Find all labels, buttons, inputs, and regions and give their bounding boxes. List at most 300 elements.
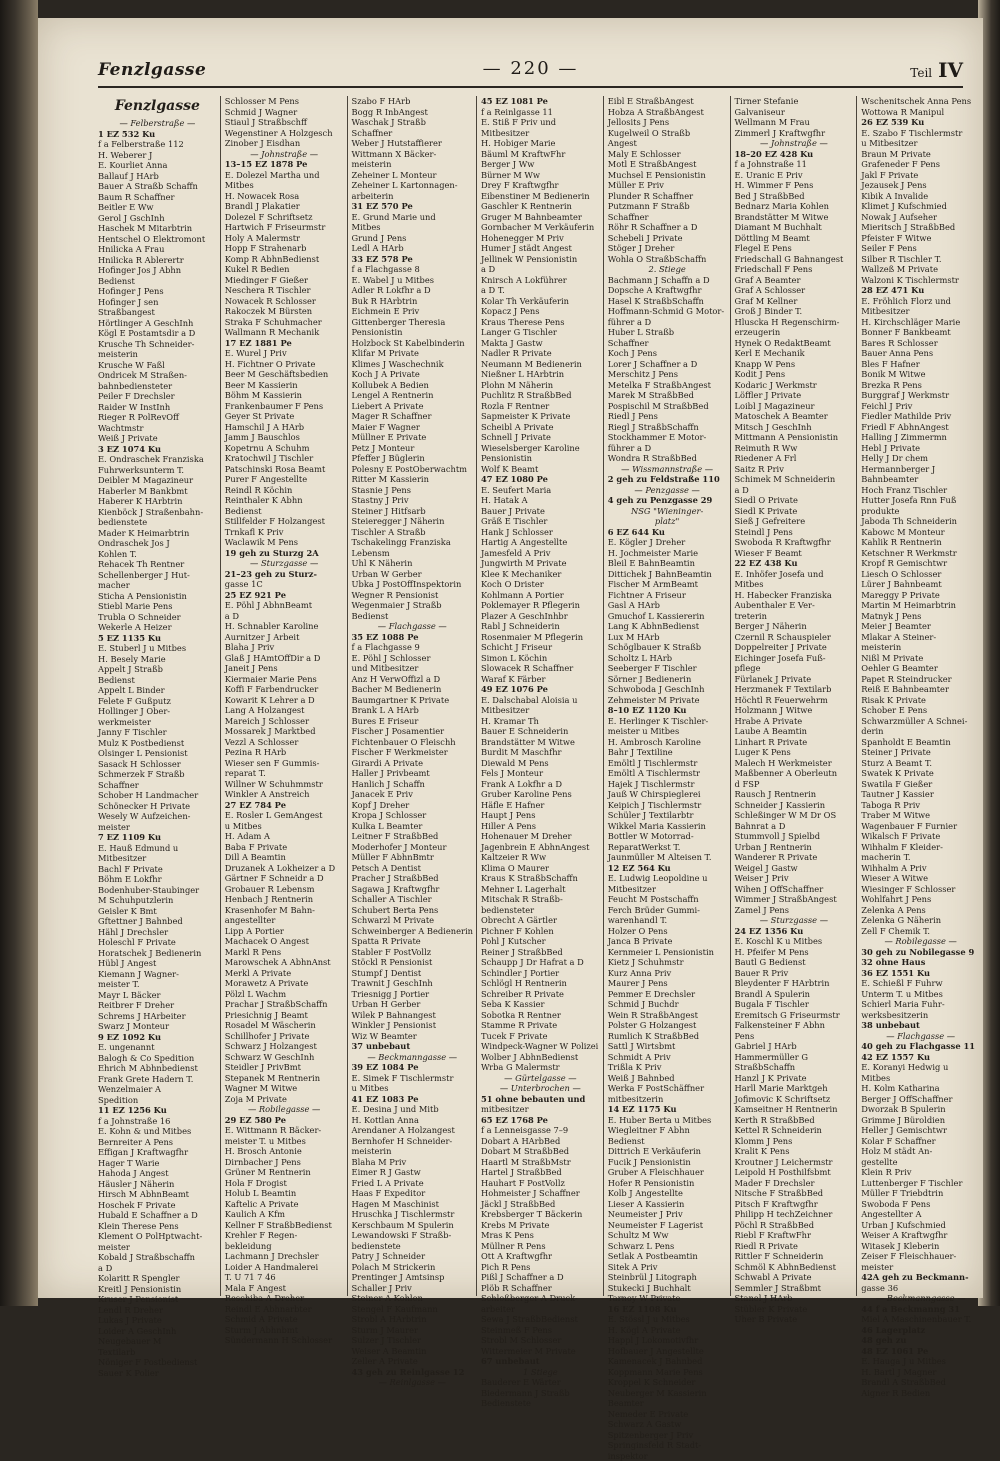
resident-entry: Wikalsch F Private: [861, 831, 980, 842]
resident-entry: Bedienst: [225, 506, 344, 517]
resident-entry: Stukecki J Buchhalt: [608, 1283, 727, 1294]
resident-entry: Holzbock St Kabelbinderin: [352, 338, 473, 349]
resident-entry: Waschak J Straßb: [352, 117, 473, 128]
house-number-entry: 6 EZ 644 Ku: [608, 527, 727, 538]
resident-entry: bedienstete: [352, 1241, 473, 1252]
resident-entry: Schlögl H Rentnerin: [481, 978, 600, 989]
resident-entry: Bed J StraßbBed: [735, 191, 854, 202]
resident-entry: Seeberger F Tischler: [608, 663, 727, 674]
resident-entry: macherin T.: [861, 852, 980, 863]
resident-entry: Ondricek M Straßen-: [98, 370, 217, 381]
resident-entry: Wieser sen F Gummis-: [225, 758, 344, 769]
resident-entry: Stiaul J Straßbschff: [225, 117, 344, 128]
resident-entry: Kratochwil J Tischler: [225, 453, 344, 464]
resident-entry: Wegner R Pensionist: [352, 590, 473, 601]
resident-entry: Eibenstiner M Bedienerin: [481, 191, 600, 202]
house-number-entry: 32 ohne Haus: [861, 957, 980, 968]
resident-entry: Frank Grete Hadern T.: [98, 1074, 217, 1085]
resident-entry: Hager T Warie: [98, 1158, 217, 1169]
resident-entry: Klee K Mechaniker: [481, 569, 600, 580]
resident-entry: E. Herlinger K Tischler-: [608, 716, 727, 727]
resident-entry: Deibler M Magazineur: [98, 475, 217, 486]
resident-entry: Pracher J StraßbBed: [352, 873, 473, 884]
resident-entry: Schwoboda J GeschInh: [608, 684, 727, 695]
resident-entry: Klimet J Kufschmied: [861, 201, 980, 212]
resident-entry: Mittmann A Pensionistin: [735, 432, 854, 443]
resident-entry: Bonik M Witwe: [861, 369, 980, 380]
resident-entry: Hartig A Angestellte: [481, 537, 600, 548]
resident-entry: Bauer Anna Pens: [861, 348, 980, 359]
resident-entry: Pemmer E Drechsler: [608, 989, 727, 1000]
resident-entry: Janny F Tischler: [98, 727, 217, 738]
resident-entry: Windpeck-Wagner W Polizei: [481, 1041, 600, 1052]
resident-entry: Sagawa J Kraftwgfhr: [352, 884, 473, 895]
resident-entry: und Mitbesitzer: [352, 663, 473, 674]
resident-entry: Klima O Maurer: [481, 863, 600, 874]
resident-entry: Koch O Drister: [481, 579, 600, 590]
resident-entry: Berger J Ww: [481, 159, 600, 170]
resident-entry: Malech H Werkmeister: [735, 758, 854, 769]
resident-entry: Sticha A Pensionistin: [98, 591, 217, 602]
resident-entry: E. Wittmann R Bäcker-: [225, 1125, 344, 1136]
resident-entry: Kietz J Schuhmstr: [608, 957, 727, 968]
house-number-entry: 13–15 EZ 1878 Pe: [225, 159, 344, 170]
resident-entry: Schmöl K AbhnBedienst: [735, 1262, 854, 1273]
resident-entry: Hagen M Maschinist: [352, 1199, 473, 1210]
resident-entry: Mitbesitzer: [98, 853, 217, 864]
resident-entry: Krebs M Private: [481, 1220, 600, 1231]
resident-entry: Wottowa R Manipul: [861, 107, 980, 118]
resident-entry: Pöchl R StraßbBed: [735, 1220, 854, 1231]
resident-entry: E. Kögler J Dreher: [608, 537, 727, 548]
resident-entry: Kaftelic A Private: [225, 1199, 344, 1210]
resident-entry: Bogg R InbAngest: [352, 107, 473, 118]
resident-entry: Wiz W Beamter: [352, 1031, 473, 1042]
resident-entry: Zelenka A Pens: [861, 905, 980, 916]
house-number-entry: 27 EZ 784 Pe: [225, 800, 344, 811]
resident-entry: Aubenthaler E Ver-: [735, 600, 854, 611]
resident-entry: Spanholdt E Beamtin: [861, 737, 980, 748]
resident-entry: Hobza A StraßbAngest: [608, 107, 727, 118]
resident-entry: Beer M Geschäftsbedien: [225, 369, 344, 380]
resident-entry: Eremitsch G Friseurmstr: [735, 1010, 854, 1021]
resident-entry: E. Stiß F Priv und: [481, 117, 600, 128]
resident-entry: Bares R Schlosser: [861, 338, 980, 349]
resident-entry: Weiser J Priv: [735, 873, 854, 884]
resident-entry: Risak K Private: [861, 695, 980, 706]
resident-entry: E. Fröhlich Florz und: [861, 296, 980, 307]
resident-entry: macher: [98, 580, 217, 591]
resident-entry: Mitbesitzer: [481, 705, 600, 716]
resident-entry: Schaller J Priv: [352, 1283, 473, 1294]
resident-entry: f a Johnstraße 16: [98, 1116, 217, 1127]
resident-entry: Berger J Näherin: [735, 621, 854, 632]
resident-entry: Komp R AbhnBedienst: [225, 254, 344, 265]
resident-entry: Kopetrnu A Schuhm: [225, 443, 344, 454]
resident-entry: Zeheiner L Monteur: [352, 170, 473, 181]
resident-entry: Bachl F Private: [98, 864, 217, 875]
resident-entry: Koch J A Private: [352, 369, 473, 380]
resident-entry: E. Schießl F Fuhrw: [861, 978, 980, 989]
resident-entry: Puchlitz R StraßbBed: [481, 390, 600, 401]
resident-entry: Kolaritt R Spengler: [98, 1273, 217, 1284]
resident-entry: Steiner J Private: [861, 747, 980, 758]
cross-street-note: — Flachgasse —: [352, 621, 473, 632]
resident-entry: Zeller A Private: [352, 1356, 473, 1367]
resident-entry: Lewandowski F Straßb-: [352, 1230, 473, 1241]
resident-entry: Hanzl J K Private: [735, 1073, 854, 1084]
resident-entry: Weiß J Bahnbed: [608, 1073, 727, 1084]
house-number-entry: 48 geh zu: [861, 1335, 980, 1346]
house-number-entry: 48 EZ 1061 Pe: [861, 1346, 980, 1357]
resident-entry: Mitbesitzer: [861, 306, 980, 317]
resident-entry: Kodit J Pens: [735, 369, 854, 380]
resident-entry: Moderhofer J Monteur: [352, 842, 473, 853]
resident-entry: Riedener A Frl: [735, 453, 854, 464]
resident-entry: Effigan J Kraftwagfhr: [98, 1147, 217, 1158]
resident-entry: Wrba G Malermstr: [481, 1062, 600, 1073]
page-number: — 220 —: [483, 58, 579, 79]
column-5: [603, 96, 730, 1296]
resident-entry: Hoschek F Private: [98, 1200, 217, 1211]
house-number-entry: 12 EZ 564 Ku: [608, 863, 727, 874]
resident-entry: Zamel J Pens: [735, 905, 854, 916]
resident-entry: Pfeister F Witwe: [861, 233, 980, 244]
resident-entry: Schebeli J Private: [608, 233, 727, 244]
resident-entry: Walzoni K Tischlermstr: [861, 275, 980, 286]
resident-entry: Fischer M ArmBeamt: [608, 579, 727, 590]
resident-entry: Grobauer R Lebensm: [225, 884, 344, 895]
resident-entry: Sulzer J Tischler: [352, 1335, 473, 1346]
resident-entry: H. Weberer J: [98, 150, 217, 161]
resident-entry: Wieser F Beamt: [735, 548, 854, 559]
resident-entry: Schwarz W GeschInh: [225, 1052, 344, 1063]
resident-entry: Wekerle A Heizer: [98, 622, 217, 633]
resident-entry: Mitbesitzer: [481, 128, 600, 139]
resident-entry: Hofinger J sen: [98, 297, 217, 308]
resident-entry: Zell F Chemik T.: [861, 926, 980, 937]
page-header: [98, 58, 963, 88]
resident-entry: Mitbes: [225, 180, 344, 191]
resident-entry: Feichl J Priv: [861, 401, 980, 412]
resident-entry: Mader F Drechsler: [735, 1178, 854, 1189]
resident-entry: Kibik A Invalide: [861, 191, 980, 202]
resident-entry: Drey F Kraftwgfhr: [481, 180, 600, 191]
resident-entry: Schober E Pens: [861, 705, 980, 716]
resident-entry: Maly E Schlosser: [608, 149, 727, 160]
resident-entry: Schönecker H Private: [98, 801, 217, 812]
resident-entry: Keipich J Tischlermstr: [608, 800, 727, 811]
resident-entry: Ott A Kraftwgfhr: [481, 1251, 600, 1262]
resident-entry: Hartel J StraßbBed: [481, 1167, 600, 1178]
resident-entry: Emöltl J Tischlermstr: [608, 758, 727, 769]
resident-entry: Mala F Angest: [225, 1283, 344, 1294]
resident-entry: Papet R Steindrucker: [861, 674, 980, 685]
resident-entry: a D: [481, 264, 600, 275]
resident-entry: Wolber J AbhnBedienst: [481, 1052, 600, 1063]
resident-entry: reparat T.: [225, 768, 344, 779]
resident-entry: Wittmann X Bäcker-: [352, 149, 473, 160]
resident-entry: Kögl E Postamtsdir a D: [98, 328, 217, 339]
resident-entry: Maier F Wagner: [352, 422, 473, 433]
resident-entry: Schaffner: [608, 338, 727, 349]
cross-street-note: — Felberstraße —: [98, 118, 217, 129]
resident-entry: Kiermaier Marie Pens: [225, 674, 344, 685]
house-number-entry: 42 EZ 1557 Ku: [861, 1052, 980, 1063]
resident-entry: Eichinger Josefa Fuß-: [735, 653, 854, 664]
resident-entry: Peiler F Drechsler: [98, 391, 217, 402]
resident-entry: angestellter: [225, 915, 344, 926]
resident-entry: Scheibl A Private: [481, 422, 600, 433]
resident-entry: Liesch O Schlosser: [861, 569, 980, 580]
resident-entry: Druzanek A Lokheizer a D: [225, 863, 344, 874]
resident-entry: Reiner J StraßbBed: [481, 947, 600, 958]
resident-entry: Sieß J Gefreitere: [735, 516, 854, 527]
resident-entry: Wiegleitner F Abhn: [608, 1125, 727, 1136]
resident-entry: Jamm J Bauschlos: [225, 432, 344, 443]
house-number-entry: 41 EZ 1083 Pe: [352, 1094, 473, 1105]
resident-entry: Haas F Expeditor: [352, 1188, 473, 1199]
cross-street-note: — Wissmannstraße —: [608, 464, 727, 475]
column-7: [856, 96, 983, 1296]
resident-entry: Czernil R Schauspieler: [735, 632, 854, 643]
resident-entry: E. Ludwig Leopoldine u: [608, 873, 727, 884]
resident-entry: d FSP: [735, 779, 854, 790]
resident-entry: Reindl E Abhnarbter: [225, 1304, 344, 1315]
directory-page: [38, 18, 983, 1298]
resident-entry: Holub L Beamtin: [225, 1188, 344, 1199]
resident-entry: Mayr L Bäcker: [98, 990, 217, 1001]
resident-entry: Sörner J Bedienerin: [608, 674, 727, 685]
resident-entry: Humer J städt Angest: [481, 243, 600, 254]
resident-entry: Pospischil M StraßbBed: [608, 401, 727, 412]
resident-entry: Bodenhuber-Staubinger: [98, 885, 217, 896]
resident-entry: Liebert A Private: [352, 401, 473, 412]
resident-entry: Fuhrwerksunterm T.: [98, 465, 217, 476]
resident-entry: Hoch Franz Tischler: [861, 485, 980, 496]
resident-entry: Bles F Hafner: [861, 359, 980, 370]
resident-entry: Huber L Straßb: [608, 327, 727, 338]
house-number-entry: 36 EZ 1551 Ku: [861, 968, 980, 979]
resident-entry: meister T. u Mitbes: [225, 1136, 344, 1147]
resident-entry: Bahr J Textiline: [608, 747, 727, 758]
resident-entry: Gruber Karoline Pens: [481, 789, 600, 800]
resident-entry: Schaller A Tischler: [352, 894, 473, 905]
resident-entry: Obrecht A Gärtler: [481, 915, 600, 926]
resident-entry: Holy A Malermstr: [225, 233, 344, 244]
resident-entry: Klifar M Private: [352, 348, 473, 359]
resident-entry: Sündermann H Schlosser: [225, 1335, 344, 1346]
resident-entry: Purer F Angestellte: [225, 474, 344, 485]
resident-entry: Petsch A Dentist: [352, 863, 473, 874]
resident-entry: Bauderer E Wärter: [481, 1377, 600, 1388]
resident-entry: Brandl A StraßbBed: [861, 1377, 980, 1388]
resident-entry: Kraus Therese Pens: [481, 317, 600, 328]
resident-entry: Haberler M Bankbmt: [98, 486, 217, 497]
resident-entry: Plunder R Schaffner: [608, 191, 727, 202]
resident-entry: Janca B Private: [608, 936, 727, 947]
resident-entry: Burggraf J Werkmstr: [861, 390, 980, 401]
resident-entry: Wegenstiner A Holzgesch: [225, 128, 344, 139]
resident-entry: Ledl A HArb: [352, 243, 473, 254]
house-number-entry: 3 EZ 1074 Ku: [98, 444, 217, 455]
resident-entry: Langer G Tischler: [481, 327, 600, 338]
resident-entry: Kroppel K Schneider: [608, 1377, 727, 1388]
resident-entry: Jungwirth M Private: [481, 558, 600, 569]
house-number-entry: 31 EZ 570 Pe: [352, 201, 473, 212]
resident-entry: Ritter M Kassierin: [352, 474, 473, 485]
resident-entry: Seiler F Pens: [861, 243, 980, 254]
house-number-entry: 7 EZ 1109 Ku: [98, 832, 217, 843]
resident-entry: Frank A Lokfhr a D: [481, 779, 600, 790]
resident-entry: Marek M StraßbBed: [608, 390, 727, 401]
resident-entry: Hohenauer M Dreher: [481, 831, 600, 842]
resident-entry: Riedl R Private: [735, 1241, 854, 1252]
house-number-entry: 45 EZ 1081 Pe: [481, 96, 600, 107]
resident-entry: Hamschil J A HArb: [225, 422, 344, 433]
resident-entry: Textilarb: [98, 1347, 217, 1358]
resident-entry: Angestellter A: [861, 1209, 980, 1220]
part-indicator: [910, 58, 963, 82]
resident-entry: Nitsche F StraßbBed: [735, 1188, 854, 1199]
resident-entry: Dittrich E Verkäuferin: [608, 1146, 727, 1157]
resident-entry: Schaffner: [352, 128, 473, 139]
house-number-entry: 51 ohne bebauten und: [481, 1094, 600, 1105]
resident-entry: Neschera R Tischler: [225, 285, 344, 296]
resident-entry: Wilek P Bahnangest: [352, 1010, 473, 1021]
resident-entry: Gornbacher M Verkäuferin: [481, 222, 600, 233]
resident-entry: Dopsche A Kraftwgfhr: [608, 285, 727, 296]
resident-entry: Hollinger J Ober-: [98, 706, 217, 717]
resident-entry: Riebl F KraftwFhr: [735, 1230, 854, 1241]
resident-entry: Werka F PostSchäffner: [608, 1083, 727, 1094]
resident-entry: Wallmann R Mechanik: [225, 327, 344, 338]
resident-entry: Burdit M Maschfhr: [481, 747, 600, 758]
resident-entry: Jakl F Private: [861, 170, 980, 181]
resident-entry: E. Inhöfer Josefa und: [735, 569, 854, 580]
resident-entry: Lukas J Private: [98, 1315, 217, 1326]
resident-entry: Reschiba A Dreher: [225, 1293, 344, 1304]
resident-entry: Schwarzmüller A Schnei-: [861, 716, 980, 727]
resident-entry: Happl J Lokomotivfhr: [608, 1335, 727, 1346]
resident-entry: Petz J Monteur: [352, 443, 473, 454]
resident-entry: Braun M Private: [861, 149, 980, 160]
resident-entry: Tucek F Private: [481, 1031, 600, 1042]
resident-entry: Zeiser F Fleischhauer-: [861, 1251, 980, 1262]
column-2: [220, 96, 347, 1296]
resident-entry: Bottler W Motorrad-: [608, 831, 727, 842]
resident-entry: bahnbediensteter: [98, 381, 217, 392]
resident-entry: Lux M HArb: [608, 632, 727, 643]
resident-entry: Hajek J Tischlermstr: [608, 779, 727, 790]
resident-entry: Hutter Josefa Rnn Fuß: [861, 495, 980, 506]
resident-entry: Koppmann Marie Pens: [608, 1367, 727, 1378]
resident-entry: H. Habecker Franziska: [735, 590, 854, 601]
resident-entry: Gabriel J HArb: [735, 1041, 854, 1052]
resident-entry: Klomm J Pens: [735, 1136, 854, 1147]
resident-entry: H. Kolm Katharina: [861, 1083, 980, 1094]
resident-entry: Pfeffer J Büglerin: [352, 453, 473, 464]
resident-entry: Schweinberger A Bedienerin: [352, 926, 473, 937]
resident-entry: E. Hauga J u Mitbes: [861, 1356, 980, 1367]
resident-entry: Silber R Tischler T.: [861, 254, 980, 265]
resident-entry: Kerth R StraßbBed: [735, 1115, 854, 1126]
house-number-entry: 35 EZ 1088 Pe: [352, 632, 473, 643]
resident-entry: Riedl J Pens: [608, 411, 727, 422]
house-number-entry: 22 EZ 438 Ku: [735, 558, 854, 569]
resident-entry: Philipp H techZeichner: [735, 1209, 854, 1220]
resident-entry: Schreiber R Private: [481, 989, 600, 1000]
resident-entry: Kukel R Bedien: [225, 264, 344, 275]
resident-entry: Wihhalm A Priv: [861, 863, 980, 874]
resident-entry: Weiser A Beamtin: [352, 1346, 473, 1357]
resident-entry: Zoja M Private: [225, 1094, 344, 1105]
resident-entry: Ubka J PostOffInspektorin: [352, 579, 473, 590]
resident-entry: Wellmann M Frau: [735, 117, 854, 128]
resident-entry: Schwarz J Holzangest: [225, 1041, 344, 1052]
resident-entry: Knirsch A Lokführer: [481, 275, 600, 286]
resident-entry: Rausch J Rentnerin: [735, 789, 854, 800]
column-3: [347, 96, 476, 1296]
resident-entry: Neumeister J Priv: [608, 1209, 727, 1220]
resident-entry: Stastny J Priv: [352, 495, 473, 506]
resident-entry: bedienstete: [98, 517, 217, 528]
resident-entry: Trawnit J GeschInh: [352, 978, 473, 989]
resident-entry: Hohmeister J Schaffner: [481, 1188, 600, 1199]
resident-entry: Holzer O Pens: [608, 926, 727, 937]
house-number-entry: 5 EZ 1135 Ku: [98, 633, 217, 644]
resident-entry: Häfle E Hafner: [481, 800, 600, 811]
resident-entry: Müller F AbhnBmtr: [352, 852, 473, 863]
resident-entry: Rittler F Schneiderin: [735, 1251, 854, 1262]
resident-entry: Bahnrat a D: [735, 821, 854, 832]
resident-entry: werkmeister: [98, 717, 217, 728]
resident-entry: Steiner A Kohlen: [352, 1293, 473, 1304]
resident-entry: Janacek E Priv: [352, 789, 473, 800]
resident-entry: Blaha M Priv: [352, 1157, 473, 1168]
resident-entry: Gerol J GschInh: [98, 213, 217, 224]
resident-entry: Siedl O Private: [735, 495, 854, 506]
resident-entry: Kurz Anna Priv: [608, 968, 727, 979]
cross-street-note: — Reinlgasse —: [352, 1377, 473, 1388]
resident-entry: Merkl A Private: [225, 968, 344, 979]
house-number-entry: 43 geh zu Reinlgasse 12: [352, 1367, 473, 1378]
resident-entry: Kopf J Dreher: [352, 800, 473, 811]
resident-entry: Böhm E Lokfhr: [98, 874, 217, 885]
resident-entry: Jaunmüller M Alteisen T.: [608, 852, 727, 863]
resident-entry: Brank L A HArb: [352, 705, 473, 716]
resident-entry: Uher B Private: [735, 1314, 854, 1325]
resident-entry: werksbesitzerin: [861, 1010, 980, 1021]
resident-entry: Sobotka R Rentner: [481, 1010, 600, 1021]
resident-entry: Priesichnig J Beamt: [225, 1010, 344, 1021]
resident-entry: Gärtner F Schneidr a D: [225, 873, 344, 884]
resident-entry: Steieregger J Näherin: [352, 516, 473, 527]
resident-entry: Friedschall F Pens: [735, 264, 854, 275]
resident-entry: Klimes J Waschechnik: [352, 359, 473, 370]
resident-entry: Falkensteiner F Abhn: [735, 1020, 854, 1031]
resident-entry: Bures E Friseur: [352, 716, 473, 727]
resident-entry: Luger K Pens: [735, 747, 854, 758]
resident-entry: Dobart A HArbBed: [481, 1136, 600, 1147]
resident-entry: Hopp F Strahenarb: [225, 243, 344, 254]
resident-entry: Jofimovic K Schriftsetz: [735, 1094, 854, 1105]
resident-entry: Schicht J Friseur: [481, 642, 600, 653]
resident-entry: Kobald J Straßbschaffn: [98, 1252, 217, 1263]
resident-entry: f a Lenneisgasse 7–9: [481, 1125, 600, 1136]
resident-entry: Unterm T. u Mitbes: [861, 989, 980, 1000]
resident-entry: Mulz K Postbedienst: [98, 738, 217, 749]
